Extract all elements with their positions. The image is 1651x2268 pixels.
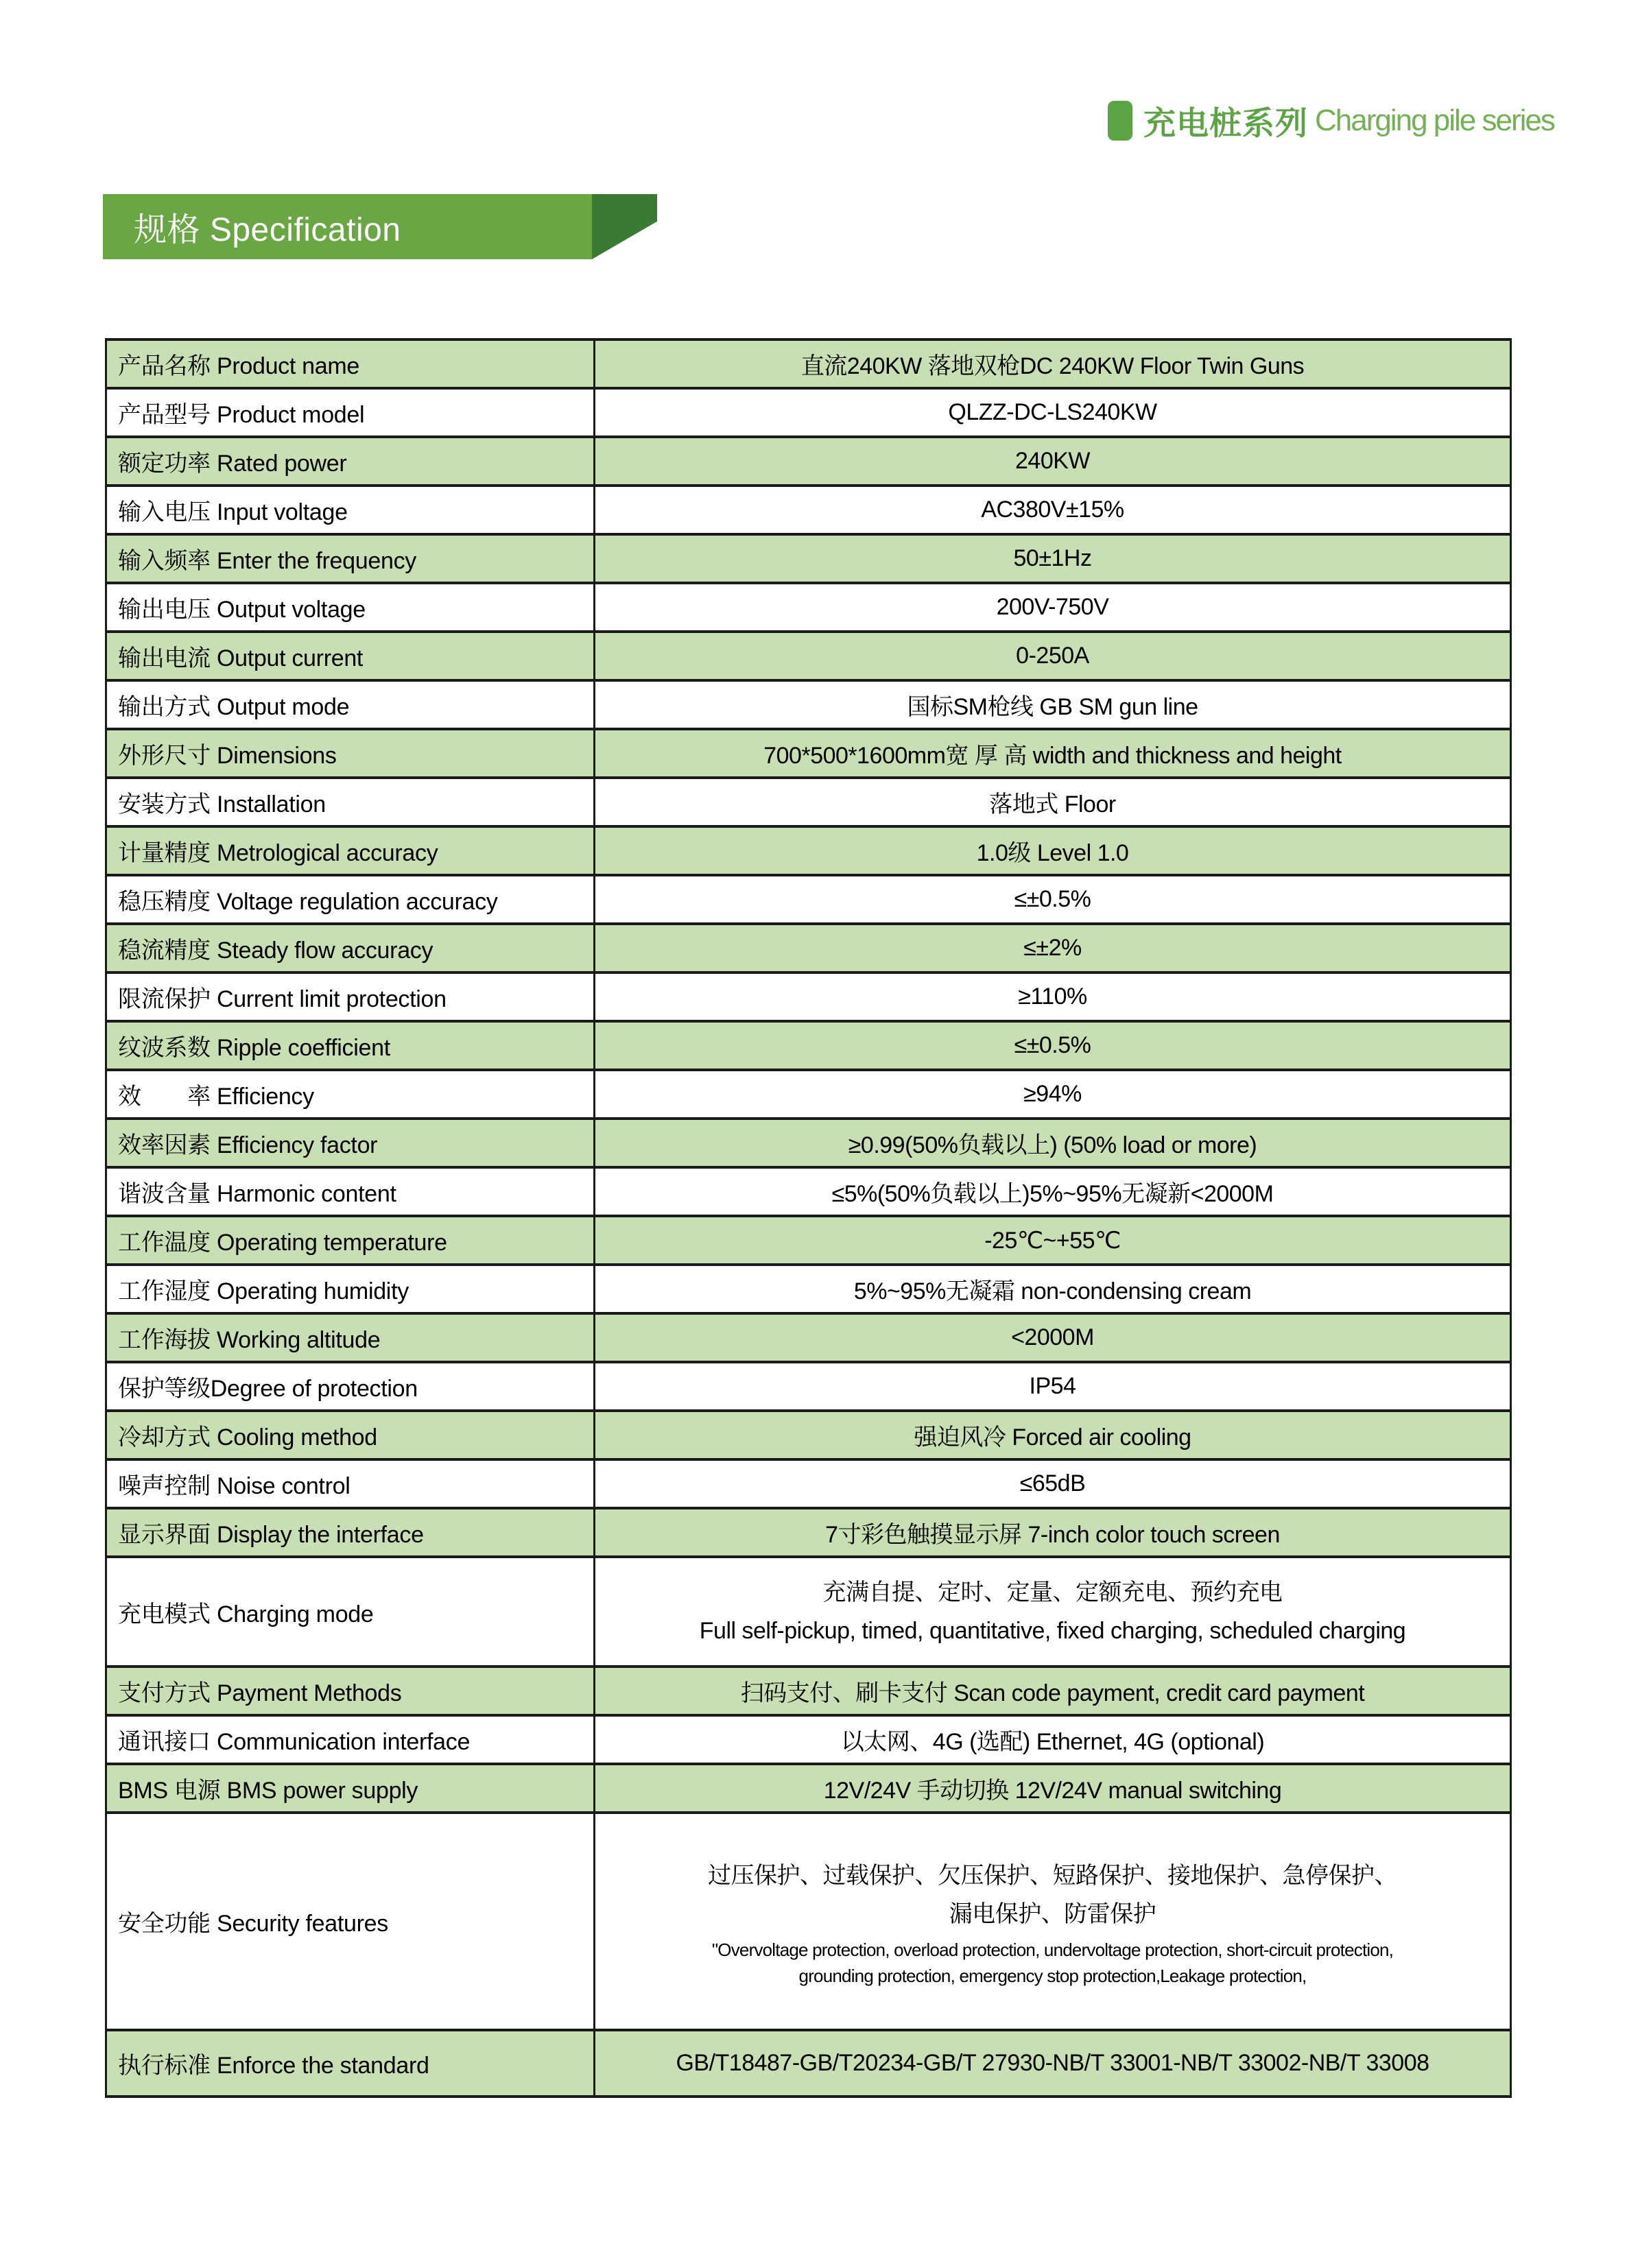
- series-title-en: Charging pile series: [1315, 104, 1554, 137]
- spec-parameter-cell: 工作湿度 Operating humidity: [106, 1265, 595, 1313]
- spec-value-cell: 12V/24V 手动切换 12V/24V manual switching: [595, 1764, 1511, 1813]
- spec-value-cell: <2000M: [595, 1313, 1511, 1362]
- spec-parameter-cell: 充电模式 Charging mode: [106, 1557, 595, 1667]
- spec-row: [106, 1459, 1511, 1508]
- spec-parameter-cell: 产品名称 Product name: [106, 339, 595, 388]
- spec-row: [106, 1411, 1511, 1459]
- spec-parameter-cell: 稳流精度 Steady flow accuracy: [106, 924, 595, 972]
- spec-value-line: 充满自提、定时、定量、定额充电、预约充电: [822, 1579, 1283, 1605]
- spec-value-cell: 落地式 Floor: [595, 778, 1511, 826]
- spec-row: [106, 486, 1511, 534]
- spec-parameter-cell: 谐波含量 Harmonic content: [106, 1167, 595, 1216]
- spec-value-cell: 240KW: [595, 437, 1511, 486]
- spec-value-cell: 5%~95%无凝霜 non-condensing cream: [595, 1265, 1511, 1313]
- spec-value-cell: 国标SM枪线 GB SM gun line: [595, 680, 1511, 729]
- spec-value-line: 漏电保护、防雷保护: [949, 1901, 1156, 1927]
- section-title: 规格 Specification: [134, 212, 401, 248]
- spec-value-cell: AC380V±15%: [595, 486, 1511, 534]
- series-header: [1108, 96, 1554, 145]
- spec-value-cell: ≤5%(50%负载以上)5%~95%无凝新<2000M: [595, 1167, 1511, 1216]
- spec-value-cell: 扫码支付、刷卡支付 Scan code payment, credit card payment: [595, 1667, 1511, 1715]
- spec-parameter-cell: 效 率 Efficiency: [106, 1070, 595, 1119]
- spec-parameter-cell: 纹波系数 Ripple coefficient: [106, 1021, 595, 1070]
- section-header-bar-fold: [592, 194, 657, 259]
- spec-parameter-cell: 冷却方式 Cooling method: [106, 1411, 595, 1459]
- spec-value-cell: ≤±2%: [595, 924, 1511, 972]
- spec-value-cell: 700*500*1600mm宽 厚 高 width and thickness and height: [595, 729, 1511, 778]
- spec-row: [106, 1508, 1511, 1557]
- spec-parameter-cell: 保护等级Degree of protection: [106, 1362, 595, 1411]
- spec-parameter-cell: 外形尺寸 Dimensions: [106, 729, 595, 778]
- spec-value-line: Full self-pickup, timed, quantitative, fixed charging, scheduled charging: [699, 1618, 1406, 1644]
- spec-row: [106, 729, 1511, 778]
- spec-row: [106, 1216, 1511, 1265]
- spec-row: [106, 2030, 1511, 2097]
- spec-parameter-cell: 额定功率 Rated power: [106, 437, 595, 486]
- spec-value-cell: [595, 1557, 1511, 1667]
- spec-row: [106, 388, 1511, 437]
- spec-value-line-small: "Overvoltage protection, overload protection, undervoltage protection, short-circuit protection,: [711, 1939, 1394, 1960]
- spec-row: [106, 826, 1511, 875]
- spec-value-cell: GB/T18487-GB/T20234-GB/T 27930-NB/T 33001-NB/T 33002-NB/T 33008: [595, 2030, 1511, 2097]
- spec-row: [106, 1764, 1511, 1813]
- spec-value-cell: 以太网、4G (选配) Ethernet, 4G (optional): [595, 1715, 1511, 1764]
- spec-value-cell: 直流240KW 落地双枪DC 240KW Floor Twin Guns: [595, 339, 1511, 388]
- spec-row: [106, 1313, 1511, 1362]
- spec-parameter-cell: 限流保护 Current limit protection: [106, 972, 595, 1021]
- spec-parameter-cell: 安全功能 Security features: [106, 1813, 595, 2030]
- spec-value-cell: 强迫风冷 Forced air cooling: [595, 1411, 1511, 1459]
- spec-parameter-cell: 计量精度 Metrological accuracy: [106, 826, 595, 875]
- spec-value-cell: ≥110%: [595, 972, 1511, 1021]
- spec-value-cell: IP54: [595, 1362, 1511, 1411]
- spec-row: [106, 1557, 1511, 1667]
- spec-value-cell: 200V-750V: [595, 583, 1511, 632]
- spec-row: [106, 1813, 1511, 2030]
- spec-row: [106, 1021, 1511, 1070]
- spec-parameter-cell: 稳压精度 Voltage regulation accuracy: [106, 875, 595, 924]
- spec-parameter-cell: BMS 电源 BMS power supply: [106, 1764, 595, 1813]
- spec-value-cell: QLZZ-DC-LS240KW: [595, 388, 1511, 437]
- spec-value-cell: -25℃~+55℃: [595, 1216, 1511, 1265]
- spec-value-line-small: grounding protection, emergency stop protection,Leakage protection,: [798, 1966, 1307, 1986]
- spec-value-cell: 1.0级 Level 1.0: [595, 826, 1511, 875]
- spec-row: [106, 437, 1511, 486]
- spec-value-cell: 0-250A: [595, 632, 1511, 680]
- spec-row: [106, 924, 1511, 972]
- spec-parameter-cell: 输出电流 Output current: [106, 632, 595, 680]
- spec-row: [106, 778, 1511, 826]
- charging-pile-series-icon: [1108, 101, 1132, 141]
- spec-row: [106, 1265, 1511, 1313]
- spec-parameter-cell: 产品型号 Product model: [106, 388, 595, 437]
- spec-row: [106, 339, 1511, 388]
- spec-parameter-cell: 通讯接口 Communication interface: [106, 1715, 595, 1764]
- spec-value-line: 过压保护、过载保护、欠压保护、短路保护、接地保护、急停保护、: [708, 1862, 1397, 1889]
- spec-parameter-cell: 输出方式 Output mode: [106, 680, 595, 729]
- spec-row: [106, 680, 1511, 729]
- specification-table: [105, 338, 1512, 2098]
- spec-row: [106, 583, 1511, 632]
- spec-value-cell: ≥0.99(50%负载以上) (50% load or more): [595, 1119, 1511, 1167]
- spec-row: [106, 1119, 1511, 1167]
- series-title-zh: 充电桩系列: [1143, 104, 1308, 141]
- spec-row: [106, 875, 1511, 924]
- spec-row: [106, 1667, 1511, 1715]
- spec-row: [106, 1167, 1511, 1216]
- spec-value-cell: 7寸彩色触摸显示屏 7-inch color touch screen: [595, 1508, 1511, 1557]
- spec-parameter-cell: 效率因素 Efficiency factor: [106, 1119, 595, 1167]
- spec-parameter-cell: 安装方式 Installation: [106, 778, 595, 826]
- spec-value-cell: [595, 1813, 1511, 2030]
- spec-value-cell: 50±1Hz: [595, 534, 1511, 583]
- spec-parameter-cell: 噪声控制 Noise control: [106, 1459, 595, 1508]
- spec-parameter-cell: 支付方式 Payment Methods: [106, 1667, 595, 1715]
- spec-row: [106, 534, 1511, 583]
- spec-parameter-cell: 执行标准 Enforce the standard: [106, 2030, 595, 2097]
- spec-parameter-cell: 输入频率 Enter the frequency: [106, 534, 595, 583]
- spec-row: [106, 1070, 1511, 1119]
- spec-parameter-cell: 输入电压 Input voltage: [106, 486, 595, 534]
- spec-row: [106, 632, 1511, 680]
- spec-value-cell: ≤±0.5%: [595, 1021, 1511, 1070]
- spec-value-cell: ≤±0.5%: [595, 875, 1511, 924]
- section-header-bar: [103, 194, 593, 259]
- spec-parameter-cell: 工作海拔 Working altitude: [106, 1313, 595, 1362]
- spec-value-cell: ≤65dB: [595, 1459, 1511, 1508]
- spec-parameter-cell: 工作温度 Operating temperature: [106, 1216, 595, 1265]
- spec-row: [106, 972, 1511, 1021]
- spec-value-cell: ≥94%: [595, 1070, 1511, 1119]
- spec-parameter-cell: 显示界面 Display the interface: [106, 1508, 595, 1557]
- spec-row: [106, 1715, 1511, 1764]
- spec-parameter-cell: 输出电压 Output voltage: [106, 583, 595, 632]
- spec-row: [106, 1362, 1511, 1411]
